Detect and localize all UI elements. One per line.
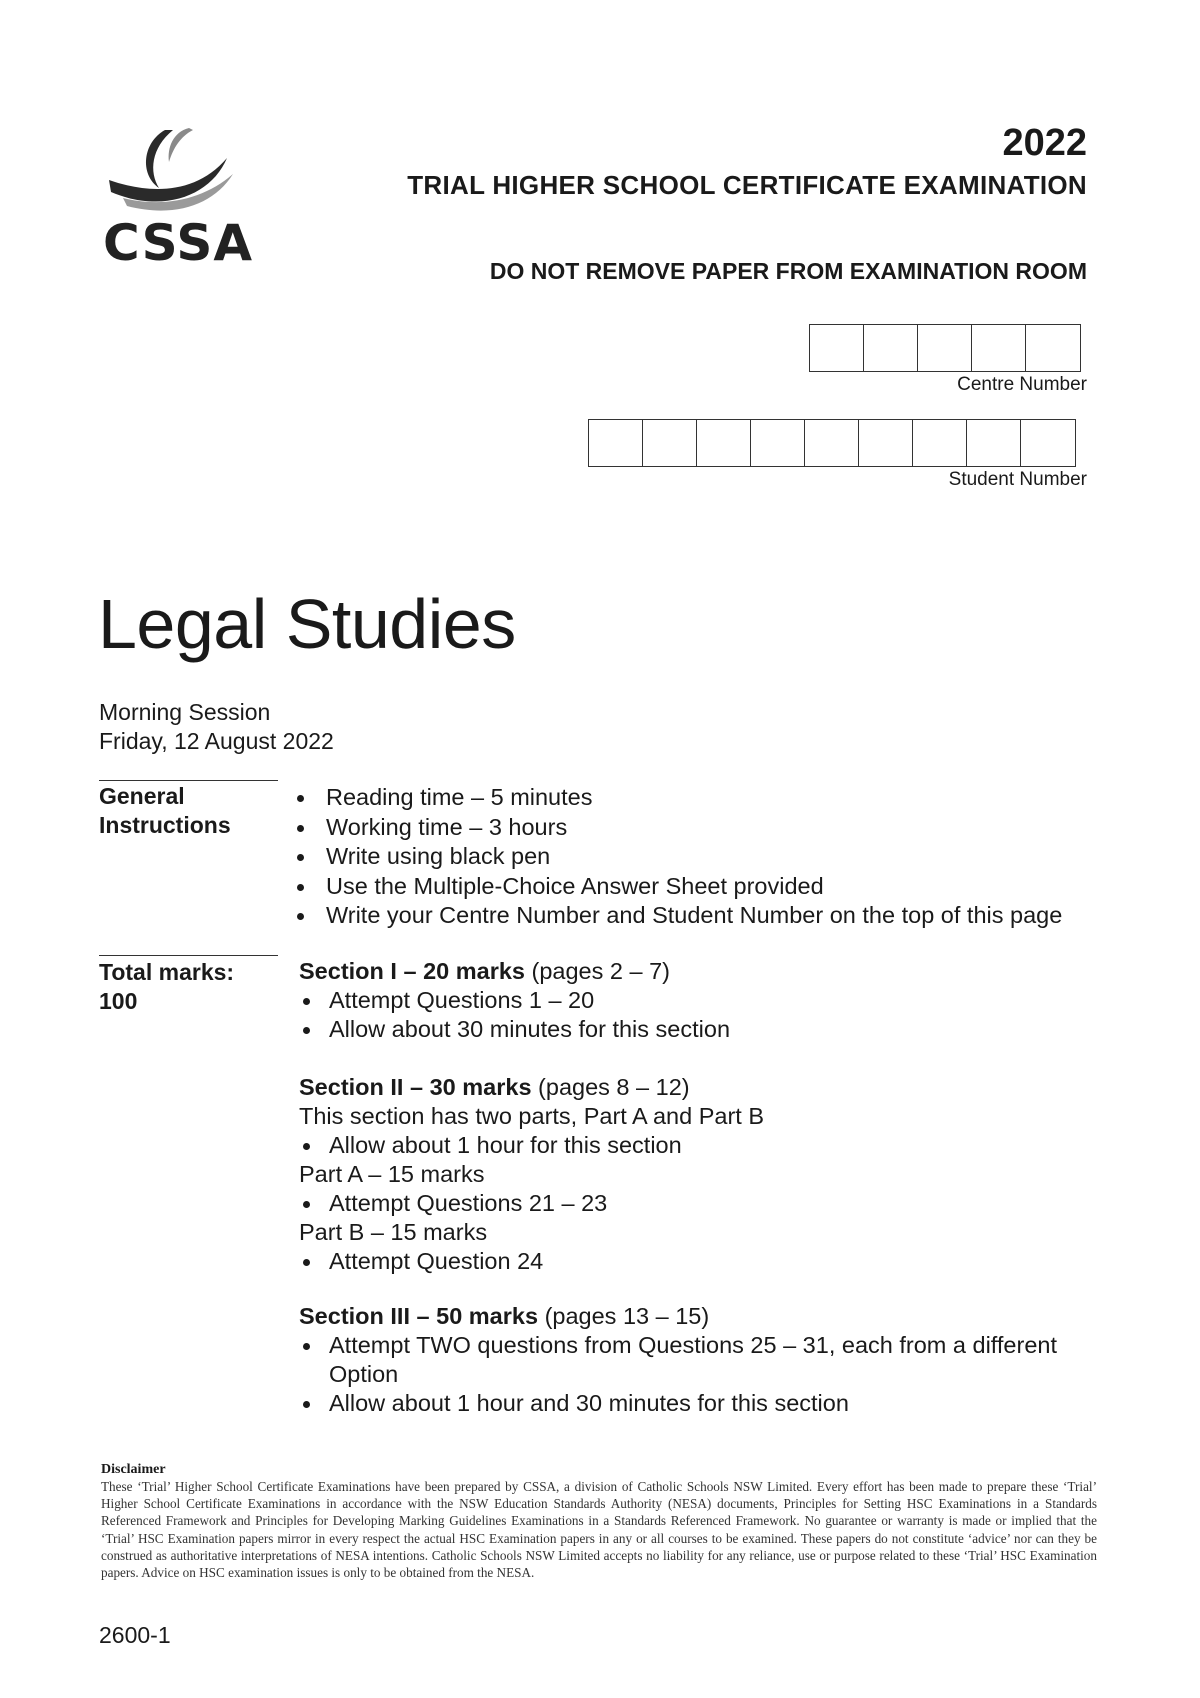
disclaimer-title: Disclaimer (101, 1462, 166, 1477)
section-pages: (pages 13 – 15) (538, 1303, 710, 1329)
section-heading (299, 1302, 1099, 1331)
section-pages: (pages 2 – 7) (524, 958, 670, 984)
student-number-boxes[interactable] (588, 419, 1076, 467)
digit-box[interactable] (805, 420, 859, 466)
cssa-logo (103, 122, 254, 272)
subject-title: Legal Studies (98, 585, 516, 663)
section-title: Section I – 20 marks (299, 958, 525, 984)
session-name: Morning Session (99, 699, 271, 725)
list-item: Allow about 1 hour for this section (299, 1131, 764, 1160)
label-line: Instructions (99, 812, 231, 838)
digit-box[interactable] (1026, 325, 1080, 371)
total-marks-value: 100 (99, 988, 138, 1014)
digit-box[interactable] (697, 420, 751, 466)
list-item: Allow about 1 hour and 30 minutes for this section (299, 1389, 1099, 1418)
section-3 (299, 1302, 1099, 1418)
part-b-heading: Part B – 15 marks (299, 1219, 488, 1245)
centre-number-boxes[interactable] (809, 324, 1081, 372)
list-item: Working time – 3 hours (295, 813, 1062, 843)
list-item: Use the Multiple-Choice Answer Sheet provided (295, 872, 1062, 902)
digit-box[interactable] (643, 420, 697, 466)
digit-box[interactable] (751, 420, 805, 466)
list-item: Attempt Question 24 (299, 1247, 764, 1276)
divider (99, 780, 278, 781)
section-1 (299, 957, 730, 1044)
exam-title: TRIAL HIGHER SCHOOL CERTIFICATE EXAMINATION (407, 170, 1087, 200)
list-item-line: Attempt TWO questions from Questions 25 – 31, each from a different (329, 1332, 1057, 1358)
section-heading (299, 957, 730, 986)
list-item-line: Option (329, 1361, 399, 1387)
section-2 (299, 1073, 764, 1276)
digit-box[interactable] (810, 325, 864, 371)
swoosh-icon (103, 122, 243, 217)
digit-box[interactable] (859, 420, 913, 466)
session-info (99, 698, 334, 756)
part-a-heading: Part A – 15 marks (299, 1161, 485, 1187)
label-line: General (99, 783, 185, 809)
student-number-label: Student Number (948, 469, 1087, 490)
section-intro: This section has two parts, Part A and Part B (299, 1103, 765, 1129)
general-instructions-list (295, 783, 1062, 931)
list-item: Reading time – 5 minutes (295, 783, 1062, 813)
digit-box[interactable] (913, 420, 967, 466)
centre-number-label: Centre Number (957, 374, 1087, 395)
digit-box[interactable] (1021, 420, 1075, 466)
list-item (299, 1331, 1099, 1389)
digit-box[interactable] (967, 420, 1021, 466)
list-item: Attempt Questions 1 – 20 (299, 986, 730, 1015)
total-marks-text: Total marks: (99, 959, 235, 985)
divider (99, 955, 278, 956)
section-title: Section III – 50 marks (299, 1303, 539, 1329)
logo-wordmark: CSSA (103, 214, 254, 272)
list-item: Attempt Questions 21 – 23 (299, 1189, 764, 1218)
disclaimer-text: These ‘Trial’ Higher School Certificate Examinations have been prepared by CSSA, a division of Catholic Schools NSW Limited. Every effort has been made to prepare these ‘Trial’ Higher School Certificate Examinations in accordance with the NSW Education Standards Authority (NESA) documents, Principles for Setting HSC Examinations in a Standards Referenced Framework and Principles for Developing Marking Guidelines Examinations in a Standards Referenced Framework. No guarantee or warranty is made or implied that the ‘Trial’ HSC Examination papers mirror in every respect the actual HSC Examination papers in any or all courses to be examined. These papers do not constitute ‘advice’ nor can they be construed as authoritative interpretations of NESA intentions. Catholic Schools NSW Limited accepts no liability for any reliance, use or purpose related to these ‘Trial’ HSC Examination papers. Advice on HSC examination issues is only to be obtained from the NESA. (101, 1479, 1097, 1581)
digit-box[interactable] (918, 325, 972, 371)
exam-notice: DO NOT REMOVE PAPER FROM EXAMINATION ROOM (489, 258, 1087, 284)
list-item: Write using black pen (295, 842, 1062, 872)
digit-box[interactable] (972, 325, 1026, 371)
section-pages: (pages 8 – 12) (531, 1074, 690, 1100)
session-date: Friday, 12 August 2022 (99, 728, 334, 754)
digit-box[interactable] (864, 325, 918, 371)
section-heading (299, 1073, 764, 1102)
list-item: Write your Centre Number and Student Number on the top of this page (295, 901, 1062, 931)
paper-code: 2600-1 (99, 1622, 171, 1648)
digit-box[interactable] (589, 420, 643, 466)
exam-year: 2022 (1002, 122, 1087, 164)
list-item: Allow about 30 minutes for this section (299, 1015, 730, 1044)
general-instructions-label (99, 782, 231, 840)
total-marks-label (99, 958, 234, 1016)
disclaimer (101, 1461, 1097, 1581)
section-title: Section II – 30 marks (299, 1074, 532, 1100)
